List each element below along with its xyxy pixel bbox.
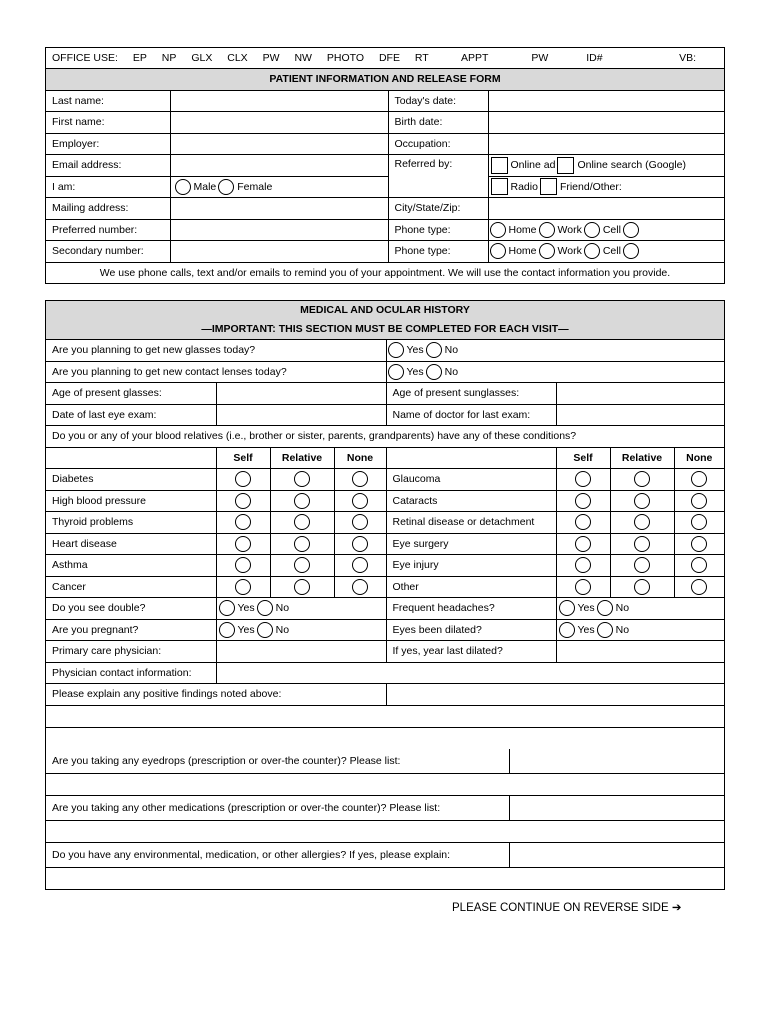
heart-relative-radio[interactable] — [294, 536, 310, 552]
office-code-vb: VB: — [679, 52, 696, 64]
eye-injury-none-radio[interactable] — [691, 557, 707, 573]
thyroid-relative-radio[interactable] — [294, 514, 310, 530]
online-search-checkbox[interactable] — [557, 157, 574, 174]
see-double-no-label: No — [275, 602, 290, 615]
male-label: Male — [193, 180, 217, 193]
secondary-work-radio[interactable] — [539, 243, 555, 259]
preferred-work-label: Work — [557, 223, 582, 236]
birth-date-field[interactable] — [488, 112, 724, 134]
allergies-line[interactable] — [46, 867, 724, 889]
office-code-appt: APPT — [461, 52, 489, 64]
cancer-none-radio[interactable] — [352, 579, 368, 595]
new-contacts-yes-radio[interactable] — [388, 364, 404, 380]
new-contacts-no-label: No — [444, 365, 459, 378]
other-self-radio[interactable] — [575, 579, 591, 595]
eye-surgery-relative-radio[interactable] — [634, 536, 650, 552]
mailing-address-label: Mailing address: — [46, 198, 170, 220]
male-radio[interactable] — [175, 179, 191, 195]
office-code-pw2: PW — [531, 52, 549, 64]
secondary-cell-extra-radio[interactable] — [623, 243, 639, 259]
i-am-label: I am: — [46, 176, 170, 198]
headaches-no-label: No — [615, 602, 630, 615]
pregnant-question: Are you pregnant? — [46, 619, 216, 641]
todays-date-label: Today's date: — [388, 90, 488, 112]
explain-findings-label: Please explain any positive findings noted above: — [46, 684, 386, 706]
condition-cancer: Cancer — [46, 576, 216, 598]
office-code-np: NP — [161, 52, 177, 64]
secondary-home-label: Home — [508, 245, 537, 258]
see-double-question: Do you see double? — [46, 598, 216, 620]
none-column-header: None — [334, 447, 386, 469]
dilated-no-label: No — [615, 623, 630, 636]
email-field[interactable] — [170, 155, 388, 177]
eye-injury-relative-radio[interactable] — [634, 557, 650, 573]
last-exam-field[interactable] — [216, 404, 386, 426]
city-state-zip-field[interactable] — [488, 198, 724, 220]
headaches-yes-radio[interactable] — [559, 600, 575, 616]
condition-row — [46, 469, 724, 491]
medical-history-section — [45, 300, 725, 890]
preferred-cell-radio[interactable] — [584, 222, 600, 238]
female-label: Female — [237, 180, 273, 193]
condition-row — [46, 490, 724, 512]
doctor-last-exam-label: Name of doctor for last exam: — [386, 404, 556, 426]
see-double-yes-label: Yes — [237, 602, 255, 615]
female-radio[interactable] — [218, 179, 234, 195]
other-relative-radio[interactable] — [634, 579, 650, 595]
asthma-none-radio[interactable] — [352, 557, 368, 573]
patient-form-title: PATIENT INFORMATION AND RELEASE FORM — [46, 69, 724, 91]
occupation-label: Occupation: — [388, 133, 488, 155]
medical-history-title: MEDICAL AND OCULAR HISTORY — [300, 304, 470, 316]
dilated-question: Eyes been dilated? — [386, 619, 556, 641]
medications-line[interactable] — [46, 820, 724, 842]
headaches-question: Frequent headaches? — [386, 598, 556, 620]
cataracts-self-radio[interactable] — [575, 493, 591, 509]
employer-field[interactable] — [170, 133, 388, 155]
cataracts-none-radio[interactable] — [691, 493, 707, 509]
relative-column-header: Relative — [270, 447, 334, 469]
office-code-id: ID# — [586, 52, 603, 64]
other-none-radio[interactable] — [691, 579, 707, 595]
doctor-last-exam-field[interactable] — [556, 404, 724, 426]
new-contacts-yes-label: Yes — [406, 365, 424, 378]
new-contacts-question: Are you planning to get new contact lenses today? — [46, 361, 386, 383]
eyedrops-field[interactable] — [509, 749, 724, 774]
retinal-none-radio[interactable] — [691, 514, 707, 530]
explain-findings-line-2[interactable] — [46, 727, 724, 749]
condition-eye-injury: Eye injury — [386, 555, 556, 577]
preferred-number-field[interactable] — [170, 219, 388, 241]
friend-other-checkbox[interactable] — [540, 178, 557, 195]
cataracts-relative-radio[interactable] — [634, 493, 650, 509]
primary-physician-field[interactable] — [216, 641, 386, 663]
eyedrops-line[interactable] — [46, 773, 724, 795]
last-name-field[interactable] — [170, 90, 388, 112]
first-name-field[interactable] — [170, 112, 388, 134]
heart-none-radio[interactable] — [352, 536, 368, 552]
pregnant-yes-radio[interactable] — [219, 622, 235, 638]
blood-pressure-relative-radio[interactable] — [294, 493, 310, 509]
new-glasses-question: Are you planning to get new glasses today? — [46, 340, 386, 362]
physician-contact-label: Physician contact information: — [46, 662, 216, 684]
condition-retinal: Retinal disease or detachment — [386, 512, 556, 534]
online-ad-label: Online ad — [510, 159, 556, 172]
condition-other: Other — [386, 576, 556, 598]
contact-notice: We use phone calls, text and/or emails to remind you of your appointment. We will use the contact information you provide. — [46, 262, 724, 283]
pregnant-yes-label: Yes — [237, 623, 255, 636]
allergies-field[interactable] — [509, 842, 724, 867]
new-glasses-yes-label: Yes — [406, 344, 424, 357]
glaucoma-relative-radio[interactable] — [634, 471, 650, 487]
dilated-yes-label: Yes — [577, 623, 595, 636]
radio-source-label: Radio — [510, 180, 538, 193]
office-code-photo: PHOTO — [326, 52, 365, 64]
self-column-header: Self — [216, 447, 270, 469]
diabetes-self-radio[interactable] — [235, 471, 251, 487]
headaches-no-radio[interactable] — [597, 600, 613, 616]
preferred-home-radio[interactable] — [490, 222, 506, 238]
preferred-cell-label: Cell — [602, 223, 621, 236]
self-column-header-right: Self — [556, 447, 610, 469]
birth-date-label: Birth date: — [388, 112, 488, 134]
pregnant-no-radio[interactable] — [257, 622, 273, 638]
condition-thyroid: Thyroid problems — [46, 512, 216, 534]
eye-injury-self-radio[interactable] — [575, 557, 591, 573]
condition-row — [46, 533, 724, 555]
occupation-field[interactable] — [488, 133, 724, 155]
secondary-number-field[interactable] — [170, 241, 388, 263]
mailing-address-field[interactable] — [170, 198, 388, 220]
explain-findings-field[interactable] — [386, 684, 724, 706]
office-code-nw: NW — [294, 52, 312, 64]
office-code-clx: CLX — [227, 52, 248, 64]
patient-information-section — [45, 47, 725, 284]
secondary-home-radio[interactable] — [490, 243, 506, 259]
see-double-no-radio[interactable] — [257, 600, 273, 616]
medications-question: Are you taking any other medications (prescription or over-the counter)? Please list: — [46, 795, 509, 820]
family-conditions-question: Do you or any of your blood relatives (i.e., brother or sister, parents, grandparents) have any of these conditions? — [46, 426, 724, 448]
year-dilated-field[interactable] — [556, 641, 724, 663]
continue-reverse-note: PLEASE CONTINUE ON REVERSE SIDE ➔ — [452, 902, 682, 914]
preferred-work-radio[interactable] — [539, 222, 555, 238]
secondary-number-label: Secondary number: — [46, 241, 170, 263]
office-code-ep: EP — [132, 52, 147, 64]
cancer-relative-radio[interactable] — [294, 579, 310, 595]
pregnant-no-label: No — [275, 623, 290, 636]
last-exam-label: Date of last eye exam: — [46, 404, 216, 426]
age-glasses-field[interactable] — [216, 383, 386, 405]
condition-asthma: Asthma — [46, 555, 216, 577]
physician-contact-field[interactable] — [216, 662, 724, 684]
online-search-label: Online search (Google) — [577, 159, 687, 172]
secondary-work-label: Work — [557, 245, 582, 258]
thyroid-none-radio[interactable] — [352, 514, 368, 530]
office-code-rt: RT — [414, 52, 429, 64]
secondary-cell-radio[interactable] — [584, 243, 600, 259]
new-glasses-yes-radio[interactable] — [388, 342, 404, 358]
condition-cataracts: Cataracts — [386, 490, 556, 512]
friend-other-label: Friend/Other: — [559, 180, 622, 193]
phone-type-label-2: Phone type: — [388, 241, 488, 263]
condition-diabetes: Diabetes — [46, 469, 216, 491]
new-glasses-no-radio[interactable] — [426, 342, 442, 358]
blood-pressure-self-radio[interactable] — [235, 493, 251, 509]
primary-physician-label: Primary care physician: — [46, 641, 216, 663]
none-column-header-right: None — [674, 447, 724, 469]
explain-findings-line-1[interactable] — [46, 705, 724, 727]
eye-surgery-none-radio[interactable] — [691, 536, 707, 552]
eyedrops-question: Are you taking any eyedrops (prescription or over-the counter)? Please list: — [46, 749, 509, 774]
office-use-row — [46, 48, 724, 69]
dilated-yes-radio[interactable] — [559, 622, 575, 638]
glaucoma-self-radio[interactable] — [575, 471, 591, 487]
online-ad-checkbox[interactable] — [491, 157, 508, 174]
age-sunglasses-label: Age of present sunglasses: — [386, 383, 556, 405]
age-glasses-label: Age of present glasses: — [46, 383, 216, 405]
dilated-no-radio[interactable] — [597, 622, 613, 638]
cancer-self-radio[interactable] — [235, 579, 251, 595]
office-code-pw: PW — [262, 52, 280, 64]
allergies-question: Do you have any environmental, medication, or other allergies? If yes, please explain: — [46, 842, 509, 867]
last-name-label: Last name: — [46, 90, 170, 112]
office-code-glx: GLX — [191, 52, 213, 64]
email-label: Email address: — [46, 155, 170, 177]
retinal-self-radio[interactable] — [575, 514, 591, 530]
secondary-cell-label: Cell — [602, 245, 621, 258]
diabetes-relative-radio[interactable] — [294, 471, 310, 487]
todays-date-field[interactable] — [488, 90, 724, 112]
preferred-cell-extra-radio[interactable] — [623, 222, 639, 238]
office-code-dfe: DFE — [378, 52, 400, 64]
condition-glaucoma: Glaucoma — [386, 469, 556, 491]
eye-surgery-self-radio[interactable] — [575, 536, 591, 552]
relative-column-header-right: Relative — [610, 447, 674, 469]
referred-by-label: Referred by: — [388, 155, 488, 198]
city-state-zip-label: City/State/Zip: — [388, 198, 488, 220]
retinal-relative-radio[interactable] — [634, 514, 650, 530]
medications-field[interactable] — [509, 795, 724, 820]
asthma-self-radio[interactable] — [235, 557, 251, 573]
headaches-yes-label: Yes — [577, 602, 595, 615]
age-sunglasses-field[interactable] — [556, 383, 724, 405]
medical-history-subtitle: —IMPORTANT: THIS SECTION MUST BE COMPLETED FOR EACH VISIT— — [201, 323, 569, 335]
first-name-label: First name: — [46, 112, 170, 134]
condition-heart-disease: Heart disease — [46, 533, 216, 555]
phone-type-label: Phone type: — [388, 219, 488, 241]
employer-label: Employer: — [46, 133, 170, 155]
new-glasses-no-label: No — [444, 344, 459, 357]
heart-self-radio[interactable] — [235, 536, 251, 552]
condition-row — [46, 512, 724, 534]
condition-row — [46, 576, 724, 598]
condition-high-blood-pressure: High blood pressure — [46, 490, 216, 512]
see-double-yes-radio[interactable] — [219, 600, 235, 616]
glaucoma-none-radio[interactable] — [691, 471, 707, 487]
new-contacts-no-radio[interactable] — [426, 364, 442, 380]
condition-eye-surgery: Eye surgery — [386, 533, 556, 555]
office-use-label: OFFICE USE: — [52, 52, 118, 64]
asthma-relative-radio[interactable] — [294, 557, 310, 573]
radio-source-checkbox[interactable] — [491, 178, 508, 195]
thyroid-self-radio[interactable] — [235, 514, 251, 530]
year-dilated-label: If yes, year last dilated? — [386, 641, 556, 663]
condition-row — [46, 555, 724, 577]
blood-pressure-none-radio[interactable] — [352, 493, 368, 509]
preferred-number-label: Preferred number: — [46, 219, 170, 241]
diabetes-none-radio[interactable] — [352, 471, 368, 487]
preferred-home-label: Home — [508, 223, 537, 236]
